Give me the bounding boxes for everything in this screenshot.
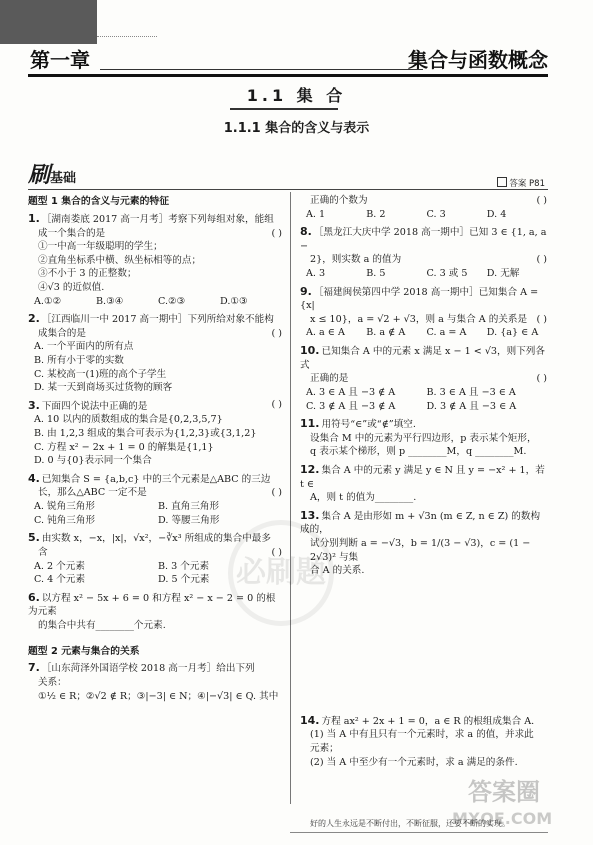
subsection-title: 1.1.1 集合的含义与表示 <box>223 121 370 136</box>
question-number: 3. <box>28 398 40 412</box>
question-6: 6. 以方程 x² − 5x + 6 = 0 和方程 x² − x − 2 = 0 的根为元素 的集合中共有________个元素. <box>28 590 276 631</box>
question-2: 2. ［江西临川一中 2017 高一期中］下列所给对象不能构 成集合的是 ( ) A. 一个平面内的所有点 B. 所有小于零的实数 C. 某校高一(1)班的高个子学生 D. 某一天到商场买过货物的顾客 <box>28 312 282 394</box>
section-underline <box>230 108 338 110</box>
option-a: A. 10 以内的质数组成的集合是{0,2,3,5,7} <box>34 414 223 426</box>
option-a: A. 2 个元素 <box>34 560 85 572</box>
footer-rule <box>290 832 548 833</box>
right-column <box>300 194 547 772</box>
chapter-title: 集合与函数概念 <box>408 48 548 72</box>
options <box>300 267 547 281</box>
option-c: C. 方程 x² − 2x + 1 = 0 的解集是{1,1} <box>34 441 214 453</box>
option-d: D. 4 <box>486 208 507 220</box>
option-d: D.①③ <box>220 295 248 307</box>
question-number: 7. <box>28 661 40 675</box>
question-5: 5. 由实数 x，−x，|x|，√x²，−∛x³ 所组成的集合中最多 含 ( ) A. 2 个元素 B. 3 个元素 C. 4 个元素 D. 5 个元素 <box>28 531 282 586</box>
option-d: D. 5 个元素 <box>158 574 210 586</box>
option-a: A. 1 <box>306 208 326 220</box>
answer-paren: ( ) <box>271 546 282 558</box>
option-d: D. 无解 <box>486 268 520 280</box>
question-13: 13. 集合 A 是由形如 m + √3n (m ∈ Z, n ∈ Z) 的数构成的， 试分别判断 a = −√3，b = 1/(3 − √3)，c = (1 − 2√3)² 与集 合 A 的关系. <box>300 508 541 577</box>
header-thick-rule <box>28 74 548 77</box>
type-heading-1: 题型 1 集合的含义与元素的特征 <box>28 196 169 207</box>
option-b: B.③④ <box>96 295 124 307</box>
question-12: 12. 集合 A 中的元素 y 满足 y ∈ N 且 y = −x² + 1，若 t ∈ A，则 t 的值为________. <box>300 462 545 504</box>
options <box>28 560 282 587</box>
option-c: C. 某校高一(1)班的高个子学生 <box>34 368 167 380</box>
center-watermark-stamp: 必刷题 <box>228 520 334 626</box>
header-thin-rule <box>100 69 423 70</box>
question-number: 8. <box>300 225 312 239</box>
option-a: A.①② <box>34 295 62 307</box>
option-c: C. 3 或 5 <box>426 268 468 280</box>
option-b: B. 5 <box>366 268 386 280</box>
question-number: 6. <box>28 590 40 604</box>
options <box>300 386 547 413</box>
answer-paren: ( ) <box>536 254 547 266</box>
answer-paren: ( ) <box>271 327 282 339</box>
option-c: C. 4 个元素 <box>34 574 86 586</box>
column-divider <box>290 192 291 804</box>
question-3: 3. 下面四个说法中正确的是 ( ) A. 10 以内的质数组成的集合是{0,2,3,5,7} B. 由 1,2,3 组成的集合可表示为{1,2,3}或{3,1,2} C. 方程 x² − 2x + 1 = 0 的解集是{1,1} D. 0 与{0}表示同一个集合 <box>28 398 282 467</box>
checkbox-icon <box>497 177 507 187</box>
answer-paren: ( ) <box>271 398 282 410</box>
options <box>28 295 282 309</box>
question-number: 12. <box>300 462 320 476</box>
list-item: ④√3 的近似值. <box>38 281 105 293</box>
option-a: A. 3 ∈ A 且 −3 ∉ A <box>306 386 396 398</box>
option-d: D. 3 ∉ A 且 −3 ∈ A <box>426 400 517 412</box>
option-b: B. 直角三角形 <box>158 501 220 513</box>
answer-reference-text: 答案 P81 <box>509 179 545 189</box>
question-7: 7. ［山东菏泽外国语学校 2018 高一月考］给出下列 关系： ①½ ∈ R；②√2 ∉ R；③|−3| ∈ N；④|−√3| ∈ Q. 其中 <box>28 661 279 702</box>
option-b: B. 3 个元素 <box>158 560 210 572</box>
question-10: 10. 已知集合 A 中的元素 x 满足 x − 1 < √3，则下列各式 正确的是 ( ) A. 3 ∈ A 且 −3 ∉ A B. 3 ∈ A 且 −3 ∈ A C. 3 ∉ A 且 −3 ∉ A D. 3 ∉ A 且 −3 ∈ A <box>300 344 547 412</box>
question-number: 9. <box>300 284 312 298</box>
type-heading-2: 题型 2 元素与集合的关系 <box>28 645 140 657</box>
option-d: D. 等腰三角形 <box>158 514 220 526</box>
list-item: ①一中高一年级聪明的学生； <box>38 241 163 253</box>
option-b: B. 3 ∈ A 且 −3 ∈ A <box>426 386 516 398</box>
options <box>300 326 547 340</box>
question-4: 4. 已知集合 S = {a,b,c} 中的三个元素是△ABC 的三边 长，那么△ABC 一定不是 ( ) A. 锐角三角形 B. 直角三角形 C. 钝角三角形 D. 等腰三角形 <box>28 471 282 526</box>
option-d: D. 0 与{0}表示同一个集合 <box>34 455 152 467</box>
answer-paren: ( ) <box>271 487 282 499</box>
option-c: C. 3 <box>426 208 446 220</box>
header-corner-block <box>0 0 97 44</box>
list-item: ③不小于 3 的正整数； <box>38 268 137 280</box>
option-a: A. a ∈ A <box>306 327 345 339</box>
list-item: ②直角坐标系中横、纵坐标相等的点； <box>38 254 202 266</box>
question-11: 11. 用符号“∈”或“∉”填空. 设集合 M 中的元素为平行四边形，p 表示某个矩形， q 表示某个梯形，则 p ________M，q ________M. <box>300 417 537 458</box>
question-number: 5. <box>28 531 40 545</box>
question-number: 10. <box>300 344 320 358</box>
question-8: 8. ［黑龙江大庆中学 2018 高一期中］已知 3 ∈ {1, a, a − 2}，则实数 a 的值为 ( ) A. 3 B. 5 C. 3 或 5 D. 无解 <box>300 225 547 280</box>
option-d: D. 某一天到商场买过货物的顾客 <box>34 382 173 394</box>
badge-big-char: 刷 <box>28 163 51 188</box>
corner-watermark: 答案圈 <box>468 778 540 806</box>
option-b: B. a ∉ A <box>366 327 406 339</box>
option-b: B. 由 1,2,3 组成的集合可表示为{1,2,3}或{3,1,2} <box>34 428 257 440</box>
question-number: 4. <box>28 471 40 485</box>
question-1: 1. ［湖南娄底 2017 高一月考］考察下列每组对象，能组 成一个集合的是 ( ) ①一中高一年级聪明的学生； ②直角坐标系中横、纵坐标相等的点； ③不小于 3 的正整数； ④√3 的近似值. A.①② B.③④ C.②③ D.①③ <box>28 211 282 307</box>
answer-paren: ( ) <box>536 313 547 325</box>
badge-rule <box>28 189 548 190</box>
option-a: A. 一个平面内的所有点 <box>34 341 134 353</box>
options <box>300 208 547 222</box>
answer-paren: ( ) <box>536 195 547 206</box>
badge-label: 基础 <box>50 171 77 186</box>
answer-paren: ( ) <box>271 227 282 239</box>
question-number: 11. <box>300 417 320 431</box>
left-column <box>28 194 282 706</box>
answer-paren: ( ) <box>536 373 547 385</box>
question-number: 13. <box>300 508 320 522</box>
question-14: 14. 方程 ax² + 2x + 1 = 0，a ∈ R 的根组成集合 A. (1) 当 A 中有且只有一个元素时，求 a 的值，并求此 元素； (2) 当 A 中至少有一个元素时，求 a 满足的条件. <box>300 713 535 768</box>
section-title: 1.1 集 合 <box>246 86 347 105</box>
option-a: A. 3 <box>306 268 326 280</box>
option-c: C. a = A <box>426 327 467 339</box>
question-number: 2. <box>28 312 40 326</box>
question-number: 14. <box>300 713 320 727</box>
basic-badge <box>28 160 76 191</box>
options <box>28 340 282 394</box>
option-c: C.②③ <box>158 295 186 307</box>
options <box>28 500 282 527</box>
option-b: B. 2 <box>366 208 386 220</box>
chapter-number: 第一章 <box>30 48 90 72</box>
question-9: 9. ［福建闽侯第四中学 2018 高一期中］已知集合 A = {x| x ≤ 10}，a = √2 + √3，则 a 与集合 A 的关系是 ( ) A. a ∈ A B. a ∉ A C. a = A D. {a} ∈ A <box>300 284 547 339</box>
question-number: 1. <box>28 211 40 225</box>
option-c: C. 钝角三角形 <box>34 514 96 526</box>
question-7-continued: 正确的个数为 ( ) A. 1 B. 2 C. 3 D. 4 <box>300 194 547 221</box>
option-c: C. 3 ∉ A 且 −3 ∉ A <box>306 400 396 412</box>
option-a: A. 锐角三角形 <box>34 501 95 513</box>
option-d: D. {a} ∈ A <box>486 327 539 339</box>
footer-motto: 好的人生永远是不断付出，不断征服，还要不断的实现。 <box>310 819 510 828</box>
corner-watermark-url: MXQE.COM <box>452 809 553 828</box>
option-b: B. 所有小于零的实数 <box>34 355 124 366</box>
options <box>28 413 282 467</box>
